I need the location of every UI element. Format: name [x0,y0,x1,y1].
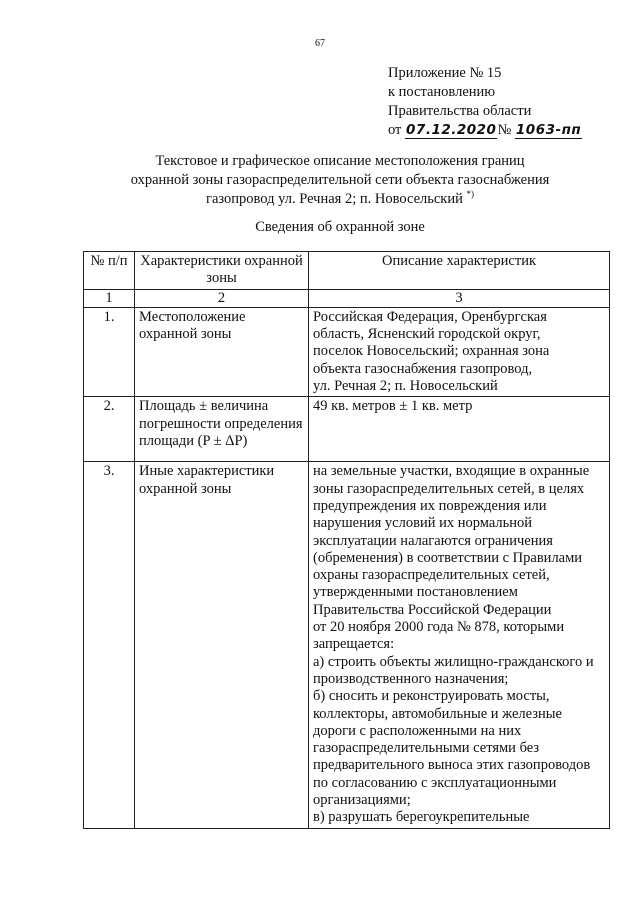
handwritten-number: 1063-пп [515,122,582,138]
number-prefix: № [497,122,512,138]
index-cell: 3 [309,289,610,307]
footnote-mark: *) [466,189,474,200]
table-header-row [84,252,610,290]
row-characteristic: Площадь ± величина погрешности определения площади (P ± ΔP) [135,397,309,462]
title-line-2: охранной зоны газораспределительной сети объекта газоснабжения [130,172,550,188]
table-row [84,307,610,396]
page-number: 67 [315,38,325,49]
index-cell: 1 [84,289,135,307]
date-prefix: от [388,122,402,138]
row-characteristic: Иные характеристики охранной зоны [135,462,309,828]
protection-zone-table [83,251,610,829]
row-description: Российская Федерация, Оренбургская область, Ясненский городской округ, поселок Новосельский; охранная зона объекта газоснабжения газопровод, ул. Речная 2; п. Новосельский [309,307,610,396]
appendix-date-line [388,121,582,140]
row-characteristic: Местоположение охранной зоны [135,307,309,396]
header-characteristics: Характеристики охранной зоны [135,252,309,290]
row-number: 1. [84,307,135,396]
header-description: Описание характеристик [309,252,610,290]
row-description: 49 кв. метров ± 1 кв. метр [309,397,610,462]
appendix-authority: Правительства области [388,103,532,119]
title-line-1: Текстовое и графическое описание местоположения границ [155,153,525,169]
row-description: на земельные участки, входящие в охранные зоны газораспределительных сетей, в целях предупреждения их повреждения или нарушения условий их нормальной эксплуатации налагаются ограничения (обременения) в соответствии с Правилами охраны газораспределительных сетей, утвержденными постановлением Правительства Российской Федерации от 20 ноября 2000 года № 878, которыми запрещается: а) строить объекты жилищно-гражданского и производственного назначения; б) сносить и реконструировать мосты, коллекторы, автомобильные и железные дороги с расположенными на них газораспределительными сетями без предварительного выноса этих газопроводов по согласованию с эксплуатационными организациями; в) разрушать берегоукрепительные [309,462,610,828]
title-line-3: газопровод ул. Речная 2; п. Новосельский *) [206,189,474,207]
appendix-ref-line: к постановлению [388,84,496,100]
table-index-row [84,289,610,307]
index-cell: 2 [135,289,309,307]
section-subtitle: Сведения об охранной зоне [255,219,425,235]
table-row [84,397,610,462]
row-number: 3. [84,462,135,828]
appendix-block [388,64,582,140]
header-number: № п/п [84,252,135,290]
document-title [60,152,620,209]
appendix-title: Приложение № 15 [388,65,502,81]
handwritten-date: 07.12.2020 [406,122,497,138]
row-number: 2. [84,397,135,462]
table-row [84,462,610,828]
